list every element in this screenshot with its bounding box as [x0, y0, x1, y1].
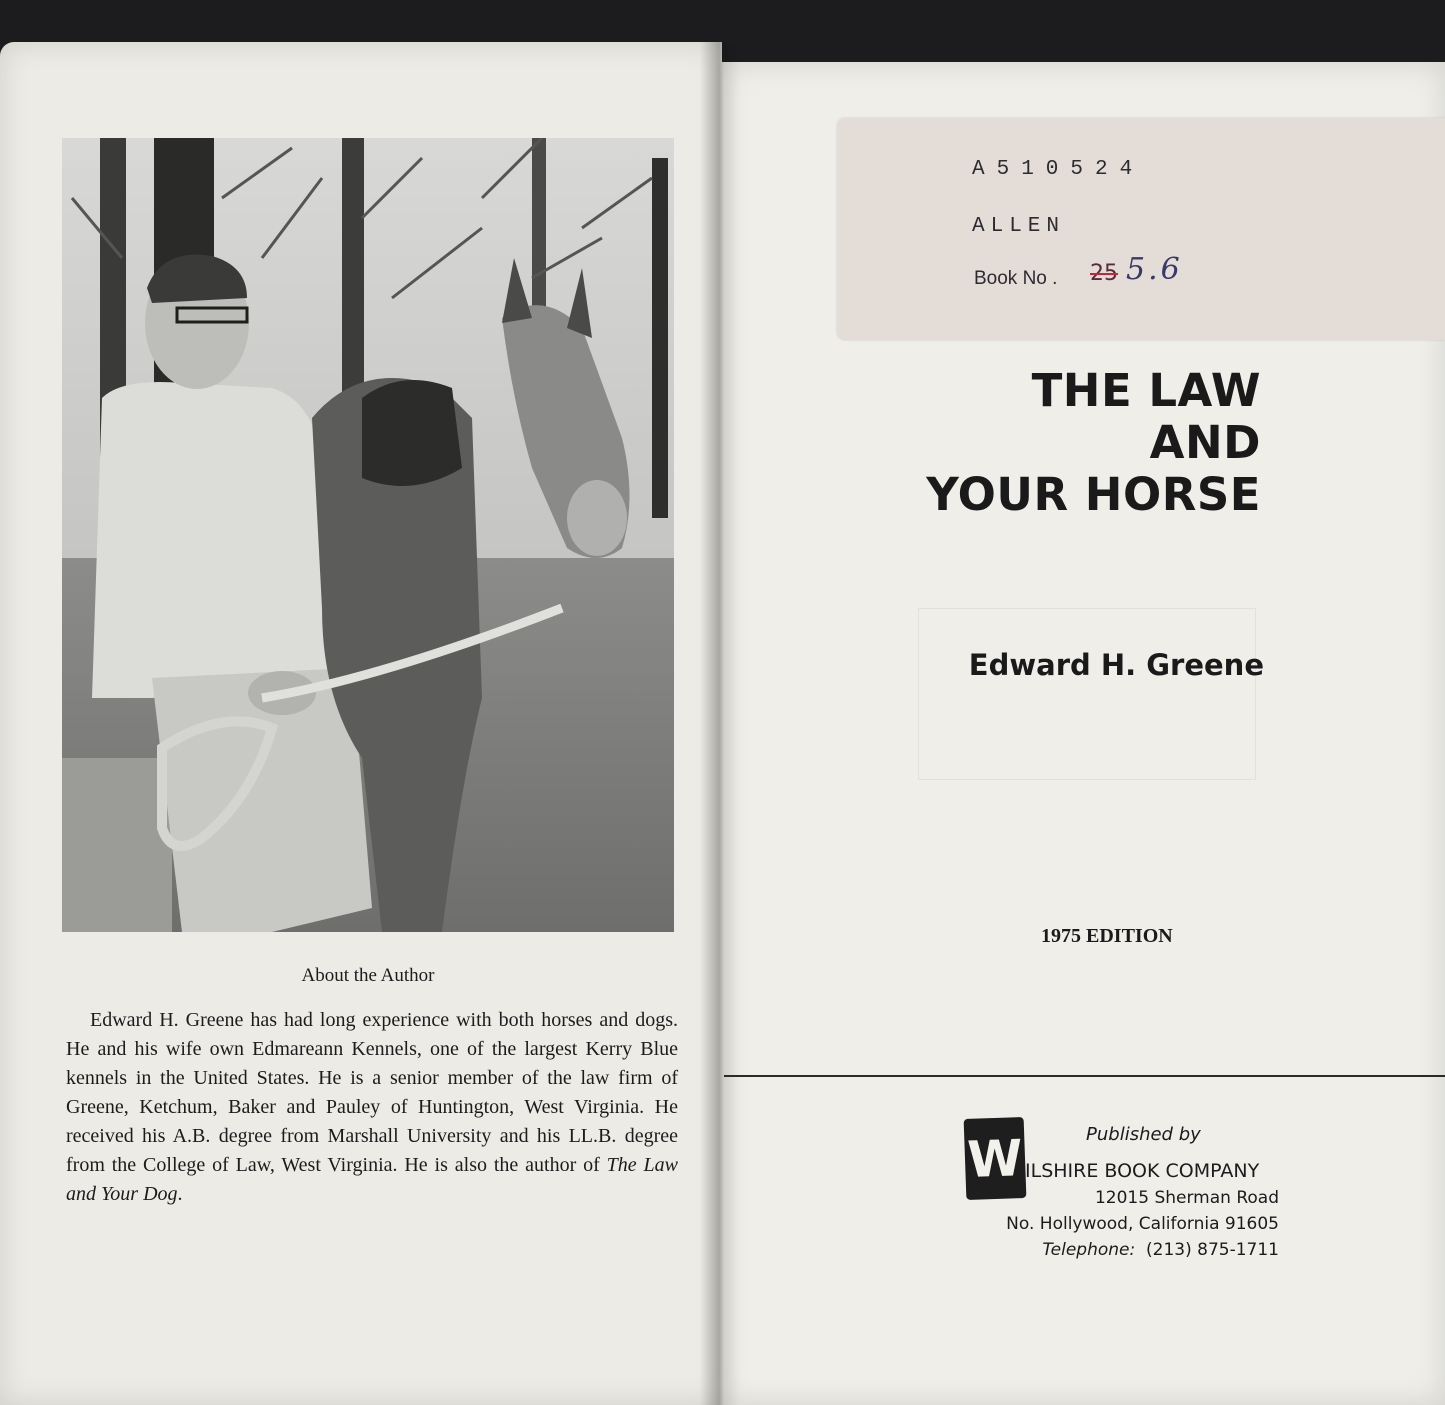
about-author-heading: About the Author — [301, 965, 435, 986]
show-through-box — [918, 608, 1256, 780]
book-title — [926, 365, 1261, 521]
title-line-1: THE LAW — [1031, 364, 1261, 417]
about-author-body-end: . — [177, 1183, 183, 1205]
library-name: ALLEN — [972, 215, 1066, 238]
title-line-2: AND — [1149, 416, 1261, 469]
about-author-body: Edward H. Greene has had long experience with both horses and dogs. He and his wife own Edmareann Kennels, one of the largest Kerry Blue kennels in the United States. He is a senior member of the law firm of Greene, Ketchum, Baker and Pauley of Huntington, West Virginia. He received his A.B. degree from Marshall University and his LL.B. degree from the College of Law, West Virginia. He is also the author of — [66, 1009, 678, 1176]
book-gutter — [700, 42, 740, 1405]
edition: 1975 EDITION — [1041, 925, 1173, 947]
title-line-3: YOUR HORSE — [926, 468, 1261, 521]
library-label — [837, 118, 1445, 340]
book-number-label: Book No . — [974, 268, 1058, 289]
book-number-struck: 25 — [1090, 261, 1118, 286]
phone-number: (213) 875-1711 — [1146, 1240, 1279, 1260]
publisher-logo: W — [964, 1117, 1027, 1200]
divider-rule — [724, 1075, 1445, 1077]
author-photo — [62, 138, 674, 932]
accession-number: A510524 — [972, 158, 1145, 181]
publisher-name: ILSHIRE BOOK COMPANY — [1025, 1160, 1260, 1182]
published-by: Published by — [1086, 1124, 1201, 1145]
author-name: Edward H. Greene — [968, 648, 1264, 682]
about-author-text — [66, 1006, 678, 1209]
phone-label: Telephone: — [1042, 1240, 1136, 1260]
publisher-street: 12015 Sherman Road — [1094, 1188, 1279, 1208]
publisher-city: No. Hollywood, California 91605 — [1006, 1214, 1279, 1234]
other-book-title: The Law and Your Dog — [66, 1154, 678, 1205]
book-number-handwritten: 5.6 — [1126, 252, 1183, 287]
publisher-phone — [1042, 1240, 1279, 1260]
